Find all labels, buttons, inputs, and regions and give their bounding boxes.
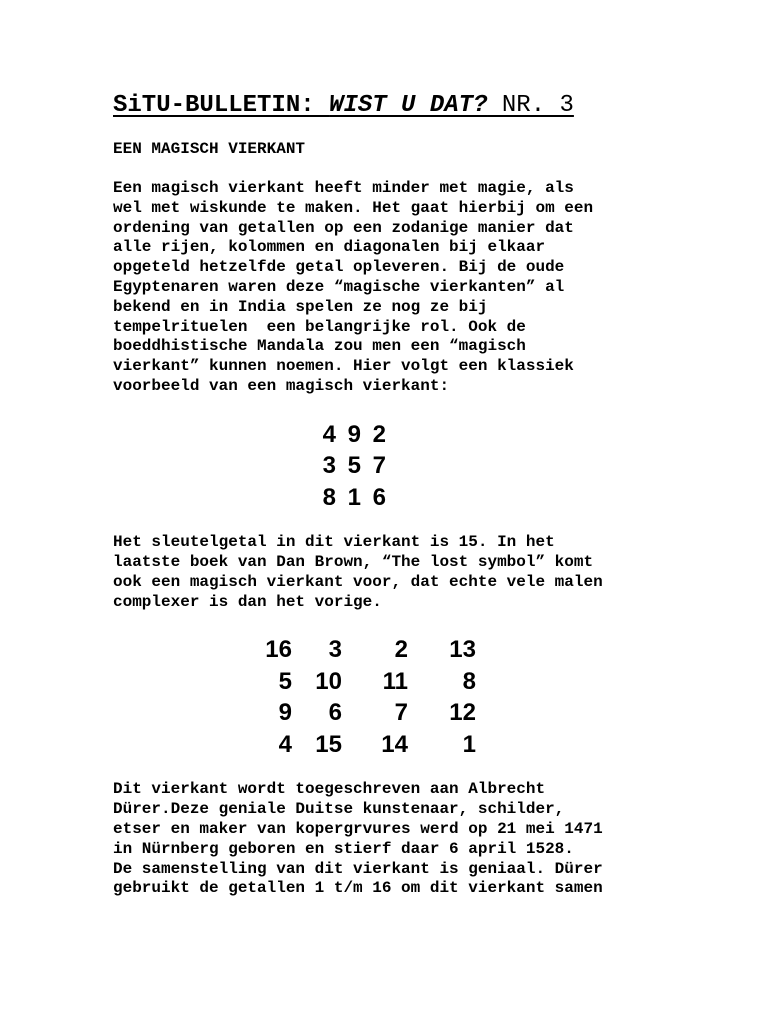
square-row bbox=[259, 697, 476, 729]
square-cell: 12 bbox=[449, 699, 476, 727]
title-issue-number: NR. 3 bbox=[487, 92, 574, 119]
square-cell: 6 bbox=[372, 483, 386, 511]
title-bulletin: SiTU-BULLETIN: bbox=[113, 92, 330, 119]
square-cell: 7 bbox=[394, 699, 408, 727]
square-cell: 8 bbox=[322, 483, 336, 511]
text-line: voorbeeld van een magisch vierkant: bbox=[113, 376, 450, 395]
square-cell: 7 bbox=[372, 452, 386, 480]
square-cell: 1 bbox=[462, 730, 476, 758]
square-cell: 6 bbox=[328, 699, 342, 727]
square-cell: 3 bbox=[328, 636, 342, 664]
square-row bbox=[311, 419, 386, 451]
square-row bbox=[259, 729, 476, 761]
square-cell: 1 bbox=[347, 483, 361, 511]
square-cell: 13 bbox=[449, 636, 476, 664]
title-question: WIST U DAT? bbox=[329, 92, 488, 119]
square-row bbox=[259, 666, 476, 698]
text-line: wel met wiskunde te maken. Het gaat hierbij om een bbox=[113, 198, 594, 217]
text-line: complexer is dan het vorige. bbox=[113, 592, 382, 611]
section-heading: EEN MAGISCH VIERKANT bbox=[113, 140, 306, 158]
text-line: opgeteld hetzelfde getal opleveren. Bij de oude bbox=[113, 258, 565, 277]
text-line: Dürer.Deze geniale Duitse kunstenaar, schilder, bbox=[113, 800, 565, 819]
text-line: De samenstelling van dit vierkant is geniaal. Dürer bbox=[113, 859, 603, 878]
square-row bbox=[311, 450, 386, 482]
text-line: Egyptenaren waren deze “magische vierkanten” al bbox=[113, 277, 565, 296]
document-page bbox=[113, 90, 673, 899]
text-line: Het sleutelgetal in dit vierkant is 15. In het bbox=[113, 533, 555, 552]
square-cell: 3 bbox=[322, 452, 336, 480]
square-cell: 2 bbox=[372, 420, 386, 448]
text-line: alle rijen, kolommen en diagonalen bij elkaar bbox=[113, 238, 546, 257]
square-row bbox=[259, 634, 476, 666]
square-cell: 5 bbox=[278, 667, 292, 695]
square-cell: 4 bbox=[278, 730, 292, 758]
square-cell: 4 bbox=[322, 420, 336, 448]
key-number-paragraph bbox=[113, 533, 673, 612]
magic-square-3x3 bbox=[311, 419, 386, 514]
square-cell: 10 bbox=[315, 667, 342, 695]
text-line: tempelrituelen een belangrijke rol. Ook de bbox=[113, 317, 526, 336]
intro-paragraph bbox=[113, 179, 673, 397]
square-cell: 5 bbox=[347, 452, 361, 480]
square-cell: 15 bbox=[315, 730, 342, 758]
text-line: ordening van getallen op een zodanige manier dat bbox=[113, 218, 574, 237]
square-row bbox=[311, 482, 386, 514]
text-line: vierkant” kunnen noemen. Hier volgt een klassiek bbox=[113, 357, 574, 376]
square-cell: 9 bbox=[278, 699, 292, 727]
square-cell: 16 bbox=[265, 636, 292, 664]
text-line: gebruikt de getallen 1 t/m 16 om dit vierkant samen bbox=[113, 879, 603, 898]
text-line: Dit vierkant wordt toegeschreven aan Albrecht bbox=[113, 780, 546, 799]
text-line: bekend en in India spelen ze nog ze bij bbox=[113, 297, 488, 316]
square-cell: 2 bbox=[394, 636, 408, 664]
magic-square-4x4 bbox=[259, 634, 476, 760]
text-line: in Nürnberg geboren en stierf daar 6 april 1528. bbox=[113, 839, 574, 858]
text-line: boeddhistische Mandala zou men een “magisch bbox=[113, 337, 526, 356]
square-cell: 14 bbox=[381, 730, 408, 758]
document-title bbox=[113, 90, 673, 122]
durer-paragraph bbox=[113, 780, 673, 899]
text-line: ook een magisch vierkant voor, dat echte vele malen bbox=[113, 572, 603, 591]
square-cell: 9 bbox=[347, 420, 361, 448]
square-cell: 8 bbox=[462, 667, 476, 695]
text-line: Een magisch vierkant heeft minder met magie, als bbox=[113, 179, 574, 197]
text-line: etser en maker van kopergrvures werd op 21 mei 1471 bbox=[113, 820, 603, 839]
square-cell: 11 bbox=[382, 667, 408, 695]
text-line: laatste boek van Dan Brown, “The lost symbol” komt bbox=[113, 553, 594, 572]
